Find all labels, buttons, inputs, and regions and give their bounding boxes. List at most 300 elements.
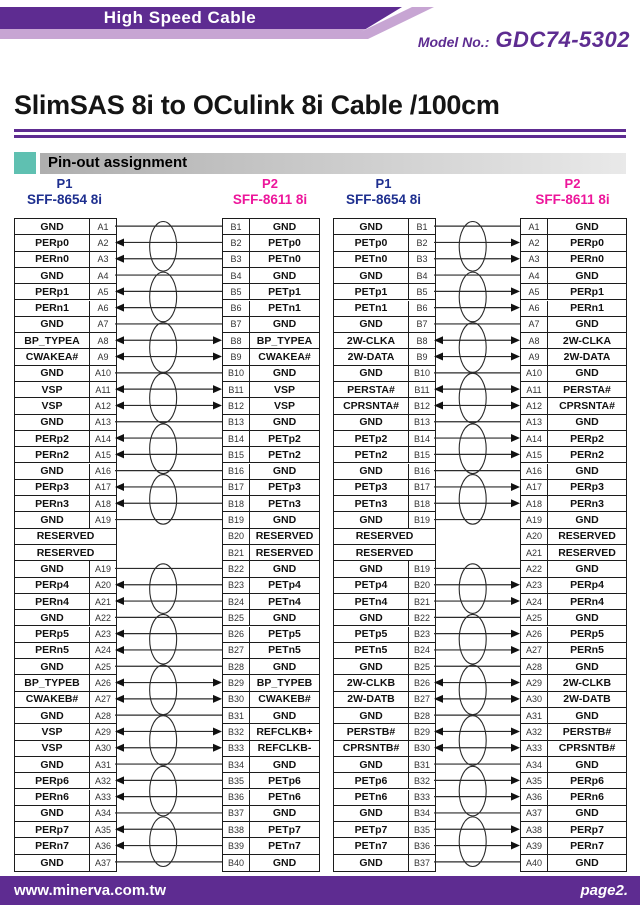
- signal-cell: GND: [575, 709, 599, 722]
- standard-label-sff8611-right: SFF-8611 8i: [535, 192, 610, 207]
- pin-cell: A10: [521, 366, 548, 381]
- pin-row: [334, 773, 435, 789]
- arrowhead: [213, 385, 222, 393]
- signal-cell: GND: [40, 416, 64, 429]
- pin-cell: B34: [408, 806, 435, 821]
- pin-cell: B19: [408, 561, 435, 576]
- pin-row: [223, 627, 319, 643]
- pin-cell: A19: [521, 512, 548, 527]
- arrowhead: [511, 695, 520, 703]
- pin-cell: A16: [89, 464, 116, 479]
- pin-row: [223, 643, 319, 659]
- pin-cell: A22: [521, 561, 548, 576]
- pin-cell: B16: [223, 464, 250, 479]
- twisted-pair-ellipse: [459, 716, 486, 766]
- pin-cell: B22: [223, 561, 250, 576]
- pin-row: [15, 675, 116, 691]
- page-title: SlimSAS 8i to OCulink 8i Cable /100cm: [14, 90, 500, 120]
- signal-cell: GND: [359, 465, 383, 478]
- twisted-pair-ellipse: [150, 373, 177, 423]
- pin-cell: A36: [521, 790, 548, 805]
- signal-cell: PERn2: [35, 448, 69, 461]
- signal-cell: GND: [40, 367, 64, 380]
- signal-cell: GND: [40, 807, 64, 820]
- signal-cell: PETn3: [268, 497, 301, 510]
- pin-row: [521, 496, 626, 512]
- pin-row: [521, 301, 626, 317]
- signal-cell: PETn4: [268, 595, 301, 608]
- signal-cell: GND: [40, 611, 64, 624]
- signal-cell: PETp0: [354, 236, 388, 249]
- pin-row: [334, 235, 435, 251]
- pin-cell: A20: [521, 529, 548, 544]
- pin-row: [223, 610, 319, 626]
- pin-row: [15, 773, 116, 789]
- arrowhead: [115, 825, 124, 833]
- signal-cell: GND: [272, 758, 297, 771]
- pin-row: [223, 708, 319, 724]
- section-heading: Pin-out assignment: [48, 154, 188, 171]
- pin-cell: B5: [223, 284, 250, 299]
- pin-cell: A21: [89, 594, 116, 609]
- arrowhead: [511, 776, 520, 784]
- pin-row: [223, 594, 319, 610]
- arrowhead: [511, 597, 520, 605]
- pin-cell: A6: [89, 301, 116, 316]
- pin-row: [15, 529, 116, 545]
- signal-cell: GND: [359, 562, 383, 575]
- pin-row: [521, 561, 626, 577]
- pin-cell: A2: [89, 235, 116, 250]
- signal-cell: PETp7: [268, 823, 301, 836]
- pin-row: [223, 822, 319, 838]
- arrowhead: [115, 434, 124, 442]
- pin-row: [15, 741, 116, 757]
- signal-cell: 2W-CLKA: [562, 334, 612, 347]
- pin-row: [521, 545, 626, 561]
- arrowhead: [115, 727, 124, 735]
- signal-cell: PETn1: [268, 302, 301, 315]
- signal-cell: GND: [359, 318, 383, 331]
- pin-cell: B3: [408, 252, 435, 267]
- website-text: www.minerva.com.tw: [14, 882, 166, 899]
- pin-cell: B4: [408, 268, 435, 283]
- pin-row: [521, 741, 626, 757]
- signal-cell: VSP: [41, 725, 63, 738]
- pin-cell: B14: [223, 431, 250, 446]
- port-label-p2-left: P2: [262, 176, 278, 191]
- twisted-pair-ellipse: [150, 564, 177, 614]
- pin-cell: B3: [223, 252, 250, 267]
- pin-row: [223, 561, 319, 577]
- pin-cell: B21: [223, 545, 250, 560]
- pin-row: [15, 561, 116, 577]
- arrowhead: [115, 597, 124, 605]
- signal-cell: 2W-DATB: [563, 693, 611, 706]
- pin-cell: A25: [89, 659, 116, 674]
- pin-row: [334, 561, 435, 577]
- pin-row: [15, 366, 116, 382]
- pin-cell: B5: [408, 284, 435, 299]
- pin-cell: B30: [223, 692, 250, 707]
- pin-cell: B9: [223, 349, 250, 364]
- pin-cell: A33: [521, 741, 548, 756]
- arrowhead: [511, 304, 520, 312]
- pin-cell: B24: [408, 643, 435, 658]
- pin-cell: A14: [89, 431, 116, 446]
- arrowhead: [511, 255, 520, 263]
- signal-cell: RESERVED: [255, 530, 314, 543]
- twisted-pair-ellipse: [150, 272, 177, 322]
- signal-cell: 2W-DATA: [563, 351, 611, 364]
- pin-row: [334, 464, 435, 480]
- pin-row: [223, 333, 319, 349]
- twisted-pair-ellipse: [459, 665, 486, 715]
- pin-row: [223, 349, 319, 365]
- pin-cell: A14: [521, 431, 548, 446]
- pin-cell: B8: [223, 333, 250, 348]
- pin-cell: A4: [89, 268, 116, 283]
- signal-cell: 2W-CLKB: [562, 677, 612, 690]
- pin-row: [223, 284, 319, 300]
- pin-cell: B20: [223, 529, 250, 544]
- signal-cell: PETn2: [354, 448, 388, 461]
- pin-row: [334, 512, 435, 528]
- arrowhead: [511, 336, 520, 344]
- signal-cell: PERp1: [570, 285, 604, 298]
- pin-row: [223, 382, 319, 398]
- pin-cell: A15: [521, 447, 548, 462]
- pin-row: [334, 480, 435, 496]
- signal-cell: PETp0: [268, 236, 301, 249]
- banner-title: High Speed Cable: [103, 8, 257, 27]
- pin-cell: B23: [408, 627, 435, 642]
- pin-row: [15, 855, 116, 871]
- pin-row: [223, 496, 319, 512]
- pin-row: [15, 643, 116, 659]
- pin-row: [334, 708, 435, 724]
- pin-row: [15, 480, 116, 496]
- arrowhead: [511, 238, 520, 246]
- pin-cell: B35: [408, 822, 435, 837]
- pin-cell: B18: [408, 496, 435, 511]
- signal-cell: CWAKEA#: [25, 351, 79, 364]
- signal-cell: PERn7: [570, 840, 604, 853]
- twisted-pair-ellipse: [150, 614, 177, 664]
- pin-row: [15, 284, 116, 300]
- signal-cell: GND: [40, 562, 64, 575]
- arrowhead: [511, 401, 520, 409]
- signal-cell: PETn1: [354, 302, 388, 315]
- pin-cell: A15: [89, 447, 116, 462]
- signal-cell: REFCLKB+: [256, 725, 313, 738]
- pin-row: [334, 855, 435, 871]
- pin-row: [521, 855, 626, 871]
- pin-cell: A33: [89, 790, 116, 805]
- arrowhead: [213, 695, 222, 703]
- pin-cell: A11: [89, 382, 116, 397]
- pin-row: [521, 675, 626, 691]
- signal-cell: CWAKEB#: [258, 693, 311, 706]
- pin-row: [223, 773, 319, 789]
- signal-cell: GND: [359, 220, 383, 233]
- pin-row: [15, 806, 116, 822]
- pin-row: [521, 529, 626, 545]
- page-number: page2.: [580, 882, 628, 899]
- pin-row: [521, 268, 626, 284]
- signal-cell: PERp4: [570, 579, 604, 592]
- signal-cell: PERp7: [35, 823, 69, 836]
- pin-row: [15, 268, 116, 284]
- arrowhead: [213, 353, 222, 361]
- pin-cell: A13: [521, 415, 548, 430]
- signal-cell: GND: [575, 416, 599, 429]
- pin-row: [521, 692, 626, 708]
- arrowhead: [434, 353, 443, 361]
- model-label: Model No.:: [417, 34, 490, 50]
- pin-cell: B29: [408, 724, 435, 739]
- signal-cell: GND: [272, 416, 297, 429]
- arrowhead: [511, 842, 520, 850]
- pin-cell: B7: [408, 317, 435, 332]
- signal-cell: PERp7: [570, 823, 604, 836]
- pin-table-p2-left: [222, 218, 320, 872]
- arrowhead: [511, 353, 520, 361]
- signal-cell: PERp6: [570, 774, 604, 787]
- arrowhead: [213, 727, 222, 735]
- pin-cell: B31: [223, 708, 250, 723]
- signal-cell: GND: [272, 465, 297, 478]
- pin-cell: B28: [408, 708, 435, 723]
- twisted-pair-ellipse: [459, 817, 486, 867]
- twisted-pair-ellipse: [459, 424, 486, 474]
- pin-row: [334, 496, 435, 512]
- pin-cell: A35: [89, 822, 116, 837]
- pin-row: [521, 480, 626, 496]
- pin-cell: A22: [89, 610, 116, 625]
- arrowhead: [115, 630, 124, 638]
- signal-cell: GND: [272, 660, 297, 673]
- pin-row: [334, 724, 435, 740]
- footer-band: [0, 876, 640, 905]
- pin-row: [521, 643, 626, 659]
- pin-row: [15, 447, 116, 463]
- pin-cell: A1: [521, 219, 548, 234]
- pin-row: [334, 366, 435, 382]
- pin-cell: A34: [89, 806, 116, 821]
- pin-row: [334, 431, 435, 447]
- arrowhead: [511, 483, 520, 491]
- pin-cell: B29: [223, 675, 250, 690]
- signal-cell: PETn2: [268, 448, 301, 461]
- pin-table-p2-right: [520, 218, 627, 872]
- pin-row: [521, 235, 626, 251]
- signal-cell: PERp6: [35, 774, 69, 787]
- twisted-pair-ellipse: [150, 817, 177, 867]
- pin-row: [15, 790, 116, 806]
- pin-cell: B4: [223, 268, 250, 283]
- pin-cell: B9: [408, 349, 435, 364]
- pin-cell: B15: [408, 447, 435, 462]
- pin-cell: A32: [89, 773, 116, 788]
- signal-cell: PERp0: [570, 236, 604, 249]
- signal-cell: VSP: [273, 383, 295, 396]
- signal-cell: PERn4: [35, 595, 69, 608]
- pin-row: [223, 480, 319, 496]
- arrowhead: [434, 744, 443, 752]
- signal-cell: PETn3: [354, 497, 388, 510]
- pin-row: [521, 806, 626, 822]
- signal-cell: PERn0: [570, 253, 604, 266]
- pin-cell: A26: [89, 675, 116, 690]
- signal-cell: PERp2: [570, 432, 604, 445]
- pin-cell: B36: [223, 790, 250, 805]
- twisted-pair-ellipse: [150, 665, 177, 715]
- pin-cell: A18: [89, 496, 116, 511]
- pin-cell: A27: [89, 692, 116, 707]
- arrowhead: [213, 679, 222, 687]
- signal-cell: GND: [359, 611, 383, 624]
- pin-cell: B23: [223, 578, 250, 593]
- pin-row: [334, 594, 435, 610]
- pin-cell: B11: [408, 382, 435, 397]
- pin-cell: A6: [521, 301, 548, 316]
- signal-cell: PERSTA#: [347, 383, 395, 396]
- pin-row: [223, 252, 319, 268]
- pin-cell: A37: [89, 855, 116, 871]
- signal-cell: GND: [272, 269, 297, 282]
- pin-row: [15, 610, 116, 626]
- signal-cell: PETp4: [268, 579, 301, 592]
- pin-cell: B39: [223, 838, 250, 853]
- title-underline: [14, 129, 626, 138]
- pin-cell: A12: [89, 398, 116, 413]
- arrowhead: [434, 727, 443, 735]
- signal-cell: VSP: [273, 399, 295, 412]
- pin-row: [521, 349, 626, 365]
- pin-cell: A3: [521, 252, 548, 267]
- pin-cell: A1: [89, 219, 116, 234]
- signal-cell: GND: [575, 465, 599, 478]
- pin-row: [334, 757, 435, 773]
- twisted-pair-ellipse: [459, 323, 486, 373]
- pin-row: [15, 496, 116, 512]
- signal-cell: PETn0: [268, 253, 301, 266]
- signal-cell: BP_TYPEB: [24, 677, 80, 690]
- pin-cell: B25: [408, 659, 435, 674]
- pin-cell: A9: [521, 349, 548, 364]
- pin-cell: A26: [521, 627, 548, 642]
- pin-cell: A36: [89, 838, 116, 853]
- pin-row: [521, 659, 626, 675]
- signal-cell: VSP: [41, 742, 63, 755]
- pin-cell: A8: [521, 333, 548, 348]
- pin-cell: B32: [223, 724, 250, 739]
- standard-label-sff8654-left: SFF-8654 8i: [26, 192, 103, 207]
- pin-cell: A19: [89, 512, 116, 527]
- pin-row: [15, 382, 116, 398]
- pin-cell: B21: [408, 594, 435, 609]
- signal-cell: GND: [40, 465, 64, 478]
- signal-cell: GND: [40, 660, 64, 673]
- pin-cell: B8: [408, 333, 435, 348]
- arrowhead: [511, 793, 520, 801]
- pin-row: [223, 838, 319, 854]
- arrowhead: [115, 793, 124, 801]
- pin-cell: B12: [223, 398, 250, 413]
- pin-cell: B28: [223, 659, 250, 674]
- pin-row: [15, 512, 116, 528]
- pin-row: [334, 301, 435, 317]
- pin-cell: A29: [521, 675, 548, 690]
- pin-cell: B14: [408, 431, 435, 446]
- pin-cell: A7: [89, 317, 116, 332]
- signal-cell: GND: [359, 758, 383, 771]
- signal-cell: PETp5: [268, 628, 301, 641]
- signal-cell: GND: [575, 318, 599, 331]
- twisted-pair-ellipse: [150, 222, 177, 272]
- pin-row: [521, 317, 626, 333]
- signal-cell: RESERVED: [558, 530, 616, 543]
- pin-cell: A3: [89, 252, 116, 267]
- signal-cell: GND: [575, 367, 599, 380]
- pin-row: [223, 366, 319, 382]
- pin-cell: B35: [223, 773, 250, 788]
- twisted-pair-ellipse: [150, 323, 177, 373]
- signal-cell: PERn3: [570, 497, 604, 510]
- standard-label-sff8654-right: SFF-8654 8i: [345, 192, 422, 207]
- pin-row: [521, 284, 626, 300]
- pin-cell: A2: [521, 235, 548, 250]
- signal-cell: PERp3: [570, 481, 604, 494]
- arrowhead: [511, 630, 520, 638]
- pin-row: [15, 464, 116, 480]
- arrowhead: [115, 744, 124, 752]
- signal-cell: CPRSNTA#: [343, 399, 399, 412]
- signal-cell: PERp0: [35, 236, 69, 249]
- pin-cell: B25: [223, 610, 250, 625]
- pin-row: [334, 284, 435, 300]
- pin-cell: A38: [521, 822, 548, 837]
- pin-row: [334, 610, 435, 626]
- signal-cell: REFCLKB-: [257, 742, 312, 755]
- pin-row: [334, 333, 435, 349]
- pin-row: [223, 301, 319, 317]
- signal-cell: GND: [40, 514, 64, 527]
- pin-row: [223, 219, 319, 235]
- pin-cell: B11: [223, 382, 250, 397]
- pin-cell: A5: [89, 284, 116, 299]
- pin-cell: B6: [223, 301, 250, 316]
- signal-cell: GND: [575, 562, 599, 575]
- pin-cell: B30: [408, 741, 435, 756]
- arrowhead: [511, 450, 520, 458]
- signal-cell: PETn6: [354, 791, 388, 804]
- pin-row: [15, 692, 116, 708]
- pin-row: [521, 382, 626, 398]
- pin-row: [334, 659, 435, 675]
- signal-cell: PETp7: [354, 823, 388, 836]
- pin-cell: B40: [223, 855, 250, 871]
- pin-row: [15, 219, 116, 235]
- pin-table-p1-right: [333, 218, 436, 872]
- arrowhead: [213, 336, 222, 344]
- signal-cell: PERn5: [35, 644, 69, 657]
- arrowhead: [115, 353, 124, 361]
- pin-row: [334, 822, 435, 838]
- pin-cell: A25: [521, 610, 548, 625]
- pin-cell: A5: [521, 284, 548, 299]
